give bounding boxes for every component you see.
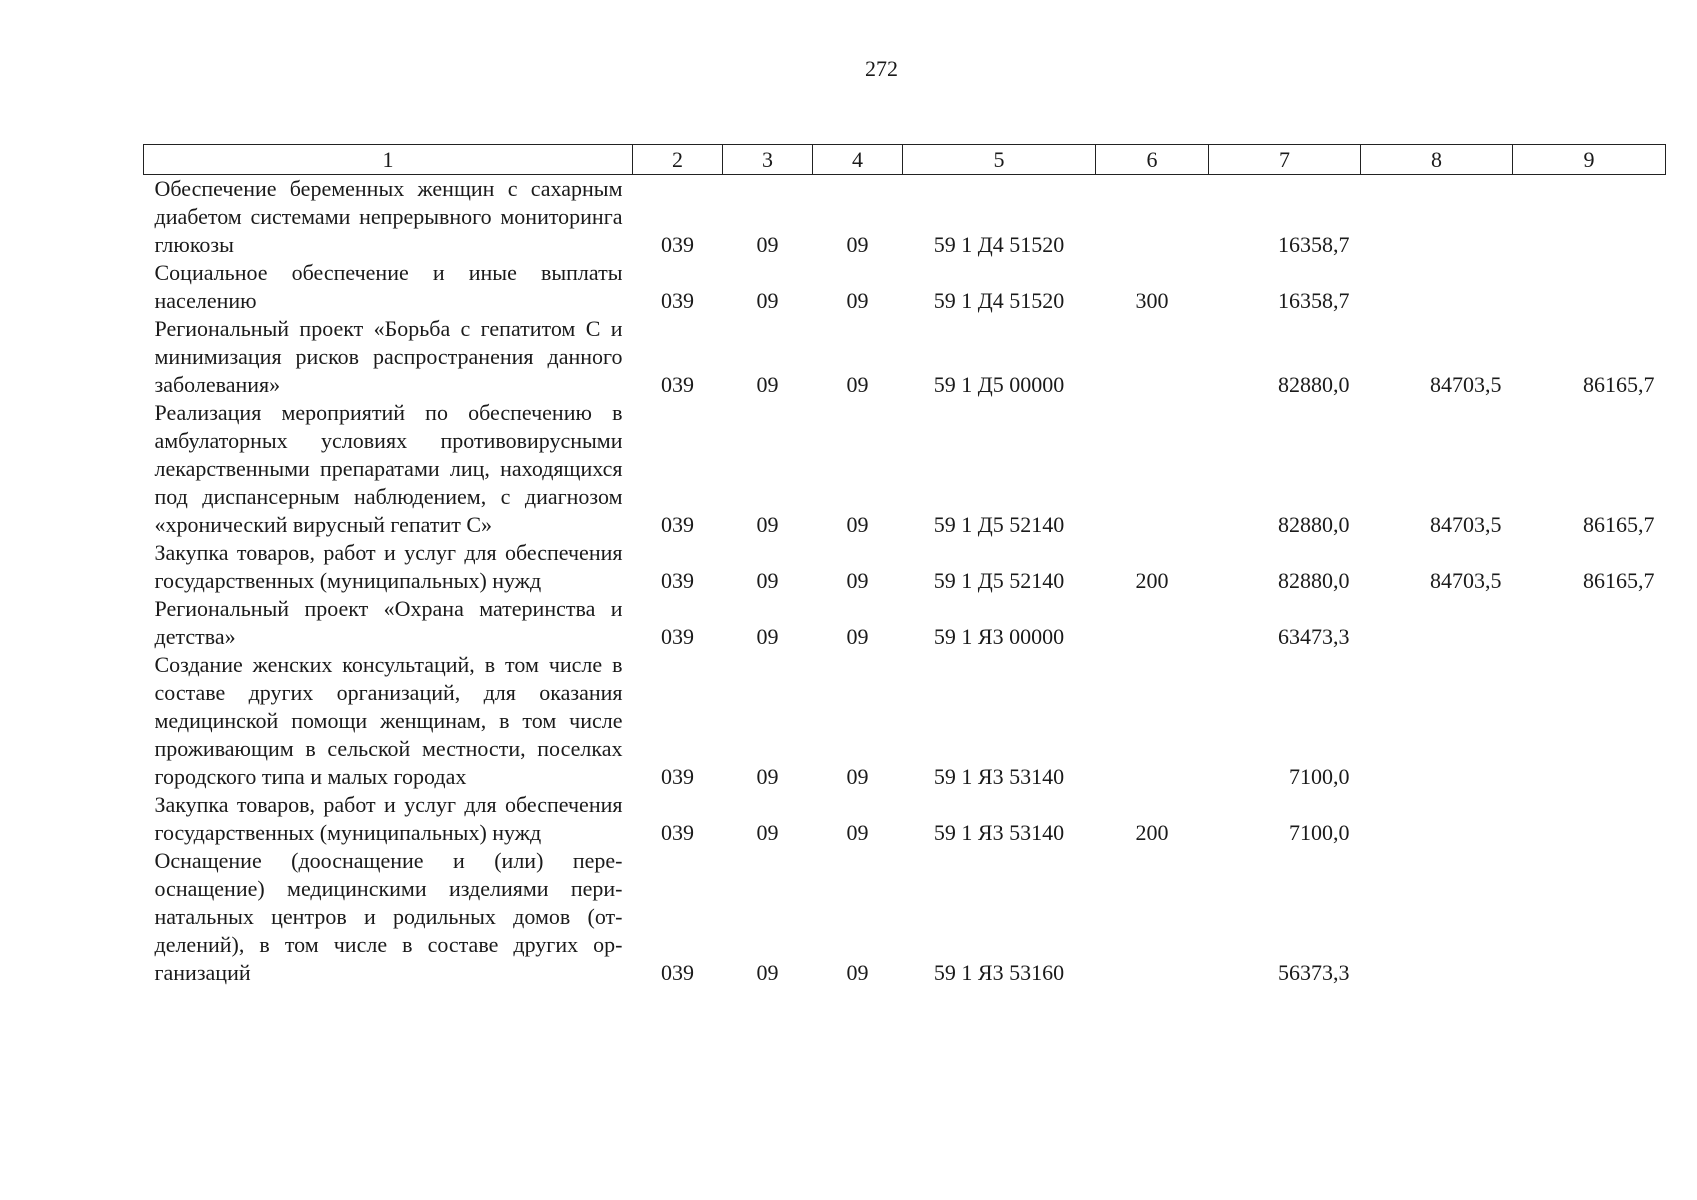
row-name: Закупка товаров, работ и услуг для обеспечения государственных (муниципальных) нужд xyxy=(154,792,623,845)
row-name: Закупка товаров, работ и услуг для обеспечения государственных (муниципальных) нужд xyxy=(154,540,623,593)
cell-col-2: 039 xyxy=(661,960,694,985)
cell-col-9 xyxy=(1513,847,1666,987)
header-col-5: 5 xyxy=(903,145,1096,175)
cell-col-4: 09 xyxy=(846,288,869,313)
cell-col-3: 09 xyxy=(756,624,779,649)
cell-col-4: 09 xyxy=(846,820,869,845)
cell-col-5: 59 1 Д5 00000 xyxy=(933,372,1065,397)
cell-col-5: 59 1 Я3 53160 xyxy=(933,960,1065,985)
row-name: Оснащение (дооснащение и (или) переоснащение) медицинскими изделиями перинатальных центров и родильных домов (отделений), в том числе в составе других организаций xyxy=(154,848,623,985)
cell-col-9 xyxy=(1513,259,1666,315)
cell-col-5: 59 1 Д4 51520 xyxy=(933,232,1065,257)
cell-col-4: 09 xyxy=(846,764,869,789)
cell-col-2: 039 xyxy=(661,568,694,593)
table-row xyxy=(144,399,1666,539)
cell-col-9 xyxy=(1513,175,1666,260)
cell-col-2: 039 xyxy=(661,372,694,397)
cell-col-6 xyxy=(1096,847,1209,987)
cell-col-9: 86165,7 xyxy=(1583,568,1655,593)
cell-col-3: 09 xyxy=(756,764,779,789)
cell-col-5: 59 1 Я3 53140 xyxy=(933,764,1065,789)
row-name: Реализация мероприятий по обеспечению в амбулаторных условиях противовирусными лекарственными препаратами лиц, находящихся под диспансерным наблюдением, с диагнозом «хронический вирусный гепатит С» xyxy=(154,400,623,537)
cell-col-7: 56373,3 xyxy=(1278,960,1350,985)
header-col-7: 7 xyxy=(1209,145,1361,175)
cell-col-4: 09 xyxy=(846,960,869,985)
row-name: Обеспечение беременных женщин с сахарным диабетом системами непрерывного мониторинга глюкозы xyxy=(154,176,623,257)
cell-col-5: 59 1 Д5 52140 xyxy=(933,568,1065,593)
cell-col-7: 7100,0 xyxy=(1289,820,1350,845)
header-col-8: 8 xyxy=(1361,145,1513,175)
cell-col-9: 86165,7 xyxy=(1583,372,1655,397)
cell-col-7: 82880,0 xyxy=(1278,512,1350,537)
table-row xyxy=(144,595,1666,651)
cell-col-8 xyxy=(1361,175,1513,260)
table-row xyxy=(144,847,1666,987)
table-row xyxy=(144,315,1666,399)
row-name: Создание женских консультаций, в том числе в составе других организаций, для оказания медицинской помощи женщинам, в том числе проживающим в сельской местности, поселках городского типа и малых городах xyxy=(154,652,623,789)
cell-col-4: 09 xyxy=(846,568,869,593)
cell-col-7: 16358,7 xyxy=(1278,232,1350,257)
cell-col-6 xyxy=(1096,315,1209,399)
cell-col-6: 200 xyxy=(1135,820,1169,845)
cell-col-8 xyxy=(1361,847,1513,987)
header-col-3: 3 xyxy=(723,145,813,175)
cell-col-5: 59 1 Д4 51520 xyxy=(933,288,1065,313)
cell-col-6 xyxy=(1096,651,1209,791)
cell-col-3: 09 xyxy=(756,820,779,845)
cell-col-7: 82880,0 xyxy=(1278,372,1350,397)
header-row xyxy=(144,145,1666,175)
cell-col-2: 039 xyxy=(661,820,694,845)
table-row xyxy=(144,539,1666,595)
cell-col-9 xyxy=(1513,651,1666,791)
table-row xyxy=(144,651,1666,791)
cell-col-8 xyxy=(1361,595,1513,651)
cell-col-9 xyxy=(1513,791,1666,847)
cell-col-8: 84703,5 xyxy=(1430,372,1502,397)
cell-col-6: 300 xyxy=(1135,288,1169,313)
header-col-6: 6 xyxy=(1096,145,1209,175)
cell-col-8 xyxy=(1361,791,1513,847)
cell-col-3: 09 xyxy=(756,372,779,397)
cell-col-7: 82880,0 xyxy=(1278,568,1350,593)
cell-col-4: 09 xyxy=(846,512,869,537)
budget-table xyxy=(143,144,1666,987)
cell-col-4: 09 xyxy=(846,624,869,649)
cell-col-5: 59 1 Я3 53140 xyxy=(933,820,1065,845)
cell-col-8 xyxy=(1361,259,1513,315)
table-row xyxy=(144,259,1666,315)
cell-col-2: 039 xyxy=(661,624,694,649)
header-col-1: 1 xyxy=(144,145,633,175)
cell-col-3: 09 xyxy=(756,512,779,537)
cell-col-4: 09 xyxy=(846,232,869,257)
cell-col-2: 039 xyxy=(661,232,694,257)
header-col-9: 9 xyxy=(1513,145,1666,175)
cell-col-9: 86165,7 xyxy=(1583,512,1655,537)
cell-col-6 xyxy=(1096,399,1209,539)
table-row xyxy=(144,175,1666,260)
row-name: Региональный проект «Охрана материнства и детства» xyxy=(154,596,623,649)
table-row xyxy=(144,791,1666,847)
cell-col-9 xyxy=(1513,595,1666,651)
header-col-2: 2 xyxy=(633,145,723,175)
cell-col-6: 200 xyxy=(1135,568,1169,593)
cell-col-7: 7100,0 xyxy=(1289,764,1350,789)
cell-col-3: 09 xyxy=(756,288,779,313)
cell-col-2: 039 xyxy=(661,288,694,313)
cell-col-4: 09 xyxy=(846,372,869,397)
header-col-4: 4 xyxy=(813,145,903,175)
table-header xyxy=(144,145,1666,175)
cell-col-6 xyxy=(1096,175,1209,260)
cell-col-3: 09 xyxy=(756,960,779,985)
cell-col-7: 63473,3 xyxy=(1278,624,1350,649)
cell-col-3: 09 xyxy=(756,568,779,593)
row-name: Социальное обеспечение и иные выплаты населению xyxy=(154,260,623,313)
cell-col-2: 039 xyxy=(661,764,694,789)
cell-col-2: 039 xyxy=(661,512,694,537)
cell-col-5: 59 1 Я3 00000 xyxy=(933,624,1065,649)
cell-col-5: 59 1 Д5 52140 xyxy=(933,512,1065,537)
cell-col-8: 84703,5 xyxy=(1430,512,1502,537)
cell-col-8 xyxy=(1361,651,1513,791)
page-number: 272 xyxy=(865,56,898,81)
cell-col-7: 16358,7 xyxy=(1278,288,1350,313)
table-body xyxy=(144,175,1666,988)
cell-col-3: 09 xyxy=(756,232,779,257)
row-name: Региональный проект «Борьба с гепатитом С и минимизация рисков распространения данного заболевания» xyxy=(154,316,623,397)
cell-col-6 xyxy=(1096,595,1209,651)
cell-col-8: 84703,5 xyxy=(1430,568,1502,593)
